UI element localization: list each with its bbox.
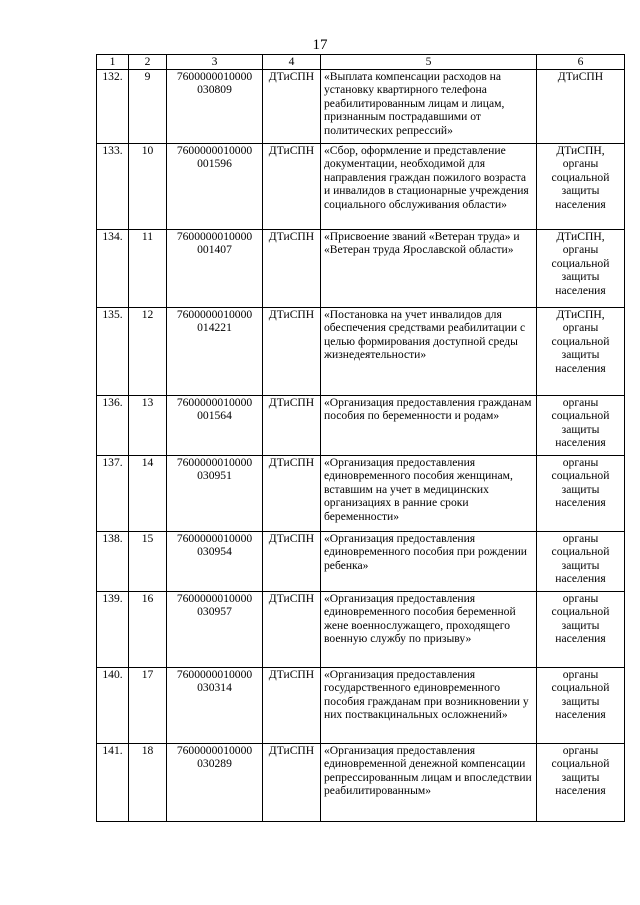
service-code: 7600000010000 014221 [176,308,253,335]
sub-number: 18 [141,744,154,757]
service-code-cell [167,230,263,308]
row-number: 135. [102,308,123,321]
service-name: «Выплата компенсации расходов на установку квартирного телефона реабилитированным лицам и лицам, признанным пострадавшими от политических репрессий» [324,70,505,137]
service-code: 7600000010000 030314 [176,668,253,695]
table-row [97,230,625,308]
service-name-cell [321,532,537,592]
row-number-cell [97,668,129,744]
responsible-body-cell [537,396,625,456]
service-name: «Организация предоставления единовременного пособия беременной жене военнослужащего, проходящего военную службу по призыву» [324,592,516,646]
column-header: 6 [537,55,625,70]
service-code-cell [167,456,263,532]
responsible-body: ДТиСПН, органы социальной защиты населения [551,308,610,375]
sub-number-cell [129,532,167,592]
responsible-body: ДТиСПН, органы социальной защиты населения [551,144,610,211]
sub-number: 10 [141,144,154,157]
service-code-cell [167,308,263,396]
responsible-body-cell [537,308,625,396]
responsible-body-cell [537,70,625,144]
sub-number-cell [129,592,167,668]
authority-name: ДТиСПН [268,308,315,321]
authority-name: ДТиСПН [268,592,315,605]
service-name-cell [321,396,537,456]
service-code: 7600000010000 030957 [176,592,253,619]
service-code-cell [167,668,263,744]
table-row [97,744,625,822]
responsible-body: органы социальной защиты населения [551,456,610,510]
table-body [97,70,625,822]
row-number-cell [97,70,129,144]
table-row [97,396,625,456]
responsible-body-cell [537,668,625,744]
sub-number-cell [129,456,167,532]
service-name: «Организация предоставления единовременного пособия при рождении ребенка» [324,532,528,572]
row-number: 132. [102,70,123,83]
sub-number-cell [129,396,167,456]
table-row [97,532,625,592]
column-header: 4 [263,55,321,70]
service-code-cell [167,532,263,592]
service-code: 7600000010000 030809 [176,70,253,97]
row-number: 139. [102,592,123,605]
sub-number: 17 [141,668,154,681]
sub-number-cell [129,744,167,822]
authority-name-cell [263,592,321,668]
service-name: «Сбор, оформление и представление документации, необходимой для направления граждан пожилого возраста и инвалидов в стационарные учреждения социального обслуживания области» [324,144,529,211]
row-number: 138. [102,532,123,545]
table-row [97,592,625,668]
responsible-body-cell [537,144,625,230]
authority-name: ДТиСПН [268,744,315,757]
service-name-cell [321,144,537,230]
authority-name: ДТиСПН [268,668,315,681]
column-header: 3 [167,55,263,70]
sub-number: 14 [141,456,154,469]
responsible-body-cell [537,744,625,822]
service-name: «Постановка на учет инвалидов для обеспечения средствами реабилитации с целью формирования доступной среды жизнедеятельности» [324,308,526,362]
service-code: 7600000010000 001596 [176,144,253,171]
table-header [97,55,625,70]
service-name-cell [321,308,537,396]
row-number-cell [97,308,129,396]
service-name-cell [321,592,537,668]
column-header: 2 [129,55,167,70]
authority-name: ДТиСПН [268,144,315,157]
service-code-cell [167,396,263,456]
sub-number: 11 [141,230,154,243]
service-code-cell [167,144,263,230]
table-row [97,70,625,144]
sub-number-cell [129,230,167,308]
authority-name: ДТиСПН [268,456,315,469]
column-header: 1 [97,55,129,70]
service-name-cell [321,456,537,532]
service-name: «Организация предоставления единовременной денежной компенсации репрессированным лицам и впоследствии реабилитированным» [324,744,532,798]
authority-name: ДТиСПН [268,532,315,545]
row-number-cell [97,592,129,668]
authority-name-cell [263,396,321,456]
sub-number-cell [129,308,167,396]
row-number: 133. [102,144,123,157]
row-number: 134. [102,230,123,243]
authority-name-cell [263,668,321,744]
column-header: 5 [321,55,537,70]
responsible-body: органы социальной защиты населения [551,532,610,586]
authority-name-cell [263,144,321,230]
sub-number: 15 [141,532,154,545]
responsible-body: органы социальной защиты населения [551,744,610,798]
table-row [97,308,625,396]
row-number-cell [97,144,129,230]
row-number: 141. [102,744,123,757]
table-row [97,668,625,744]
service-name-cell [321,668,537,744]
service-code: 7600000010000 001407 [176,230,253,257]
authority-name-cell [263,744,321,822]
row-number-cell [97,396,129,456]
sub-number: 12 [141,308,154,321]
authority-name: ДТиСПН [268,396,315,409]
authority-name-cell [263,230,321,308]
service-name-cell [321,70,537,144]
service-name-cell [321,744,537,822]
service-name: «Присвоение званий «Ветеран труда» и «Ветеран труда Ярославской области» [324,230,520,257]
service-name: «Организация предоставления единовременного пособия женщинам, вставшим на учет в медицинских организациях в ранние сроки беременности» [324,456,513,523]
responsible-body-cell [537,230,625,308]
service-code: 7600000010000 030289 [176,744,253,771]
table-row [97,144,625,230]
page-number: 17 [312,37,328,53]
service-code-cell [167,70,263,144]
service-code: 7600000010000 030954 [176,532,253,559]
service-code-cell [167,744,263,822]
authority-name-cell [263,456,321,532]
sub-number: 9 [144,70,151,83]
authority-name: ДТиСПН [268,230,315,243]
responsible-body: органы социальной защиты населения [551,592,610,646]
authority-name-cell [263,70,321,144]
authority-name-cell [263,308,321,396]
responsible-body-cell [537,456,625,532]
service-code: 7600000010000 030951 [176,456,253,483]
services-table [96,54,625,822]
service-code-cell [167,592,263,668]
row-number-cell [97,230,129,308]
row-number: 136. [102,396,123,409]
sub-number-cell [129,144,167,230]
sub-number-cell [129,70,167,144]
responsible-body: органы социальной защиты населения [551,396,610,450]
row-number: 137. [102,456,123,469]
responsible-body-cell [537,592,625,668]
service-name: «Организация предоставления государственного единовременного пособия гражданам при возникновении у них поствакцинальных осложнений» [324,668,529,722]
column-number-row [97,55,625,70]
responsible-body-cell [537,532,625,592]
table-row [97,456,625,532]
row-number-cell [97,744,129,822]
sub-number-cell [129,668,167,744]
authority-name: ДТиСПН [268,70,315,83]
row-number: 140. [102,668,123,681]
row-number-cell [97,456,129,532]
responsible-body: ДТиСПН, органы социальной защиты населения [551,230,610,297]
row-number-cell [97,532,129,592]
service-code: 7600000010000 001564 [176,396,253,423]
responsible-body: органы социальной защиты населения [551,668,610,722]
responsible-body: ДТиСПН [557,70,604,83]
sub-number: 16 [141,592,154,605]
service-name: «Организация предоставления гражданам пособия по беременности и родам» [324,396,532,423]
service-name-cell [321,230,537,308]
authority-name-cell [263,532,321,592]
sub-number: 13 [141,396,154,409]
